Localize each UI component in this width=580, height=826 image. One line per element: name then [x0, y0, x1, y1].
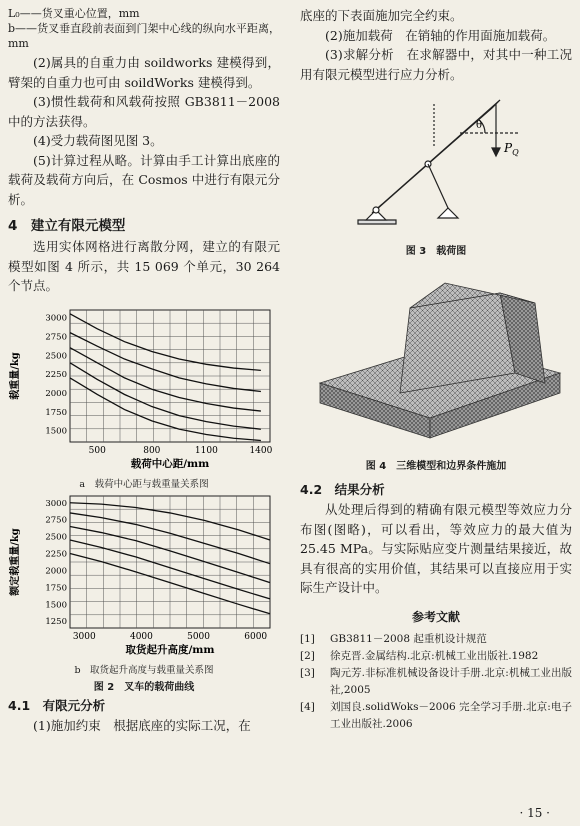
section-4-body: 选用实体网格进行离散分网，建立的有限元模型如图 4 所示，共 15 069 个单元，30 264 个节点。: [8, 239, 280, 293]
strut: [428, 164, 448, 208]
section-4-2-body: 从处理后得到的精确有限元模型等效应力分布图(图略)，可以看出，等效应力的最大值为 25.45 MPa。与实际贴应变片测量结果接近，故具有很高的实用价值，其结果可以直接应用于实际生产设计中。: [300, 502, 572, 595]
reference-number: [3]: [300, 666, 315, 679]
y-tick-label: 1750: [45, 582, 67, 593]
paragraph-3: (3)惯性载荷和风载荷按照 GB3811－2008 中的方法获得。: [8, 94, 280, 129]
references-list: [300, 631, 572, 733]
series-line: [70, 347, 261, 410]
paragraph-continued: 底座的下表面施加完全约束。: [300, 8, 463, 23]
reference-number: [4]: [300, 700, 315, 713]
y-tick-label: 1500: [45, 426, 67, 437]
left-column: [8, 6, 280, 735]
x-tick-label: 3000: [72, 631, 96, 642]
support-right: [438, 208, 458, 218]
x-tick-label: 1100: [194, 445, 218, 456]
reference-item: [300, 631, 572, 648]
y-tick-label: 3000: [45, 313, 67, 324]
x-tick-label: 4000: [129, 631, 153, 642]
figure-3: [300, 88, 572, 257]
load-diagram: [300, 88, 572, 238]
references-title: 参考文献: [411, 609, 460, 624]
series-line: [70, 377, 261, 440]
load-arrow-head: [492, 148, 500, 156]
figure-2: [8, 302, 280, 693]
section-4-2-title: 4.2 结果分析: [300, 482, 385, 497]
x-tick-label: 6000: [244, 631, 268, 642]
reference-item: [300, 648, 572, 665]
x-axis-label: 载荷中心距/mm: [130, 457, 210, 470]
y-tick-label: 1750: [45, 407, 67, 418]
paragraph-2: (2)属具的自重力由 soildworks 建模得到，臂架的自重力也可由 soildWorks 建模得到。: [8, 55, 280, 90]
reference-text: 刘国良.solidWoks－2006 完全学习手册.北京:电子工业出版社.2006: [330, 700, 572, 730]
y-tick-label: 2000: [45, 565, 67, 576]
definition-b: b——货叉垂直段前表面到门架中心线的纵向水平距离，mm: [8, 22, 280, 50]
section-4-1-title: 4.1 有限元分析: [8, 697, 106, 713]
y-tick-label: 2750: [45, 515, 67, 526]
series-line: [70, 332, 261, 391]
reference-number: [2]: [300, 649, 315, 662]
fem-model: [300, 263, 572, 453]
x-tick-label: 500: [88, 445, 106, 456]
section-4-title: 4 建立有限元模型: [8, 218, 126, 234]
x-tick-label: 800: [143, 445, 161, 456]
y-tick-label: 2250: [45, 369, 67, 380]
y-tick-label: 1500: [45, 599, 67, 610]
y-axis-label: 载重量/kg: [10, 351, 21, 400]
definition-l0: L₀——货叉重心位置，mm: [8, 7, 140, 20]
y-tick-label: 2750: [45, 331, 67, 342]
reference-text: GB3811－2008 起重机设计规范: [330, 632, 487, 645]
y-axis-label: 额定载重量/kg: [10, 527, 21, 596]
right-paragraph-2: (2)施加载荷 在销轴的作用面施加载荷。: [325, 27, 556, 43]
section-4-1-p1: (1)施加约束 根据底座的实际工况，在: [33, 717, 251, 733]
paragraph-4: (4)受力载荷图见图 3。: [33, 133, 163, 148]
y-tick-label: 3000: [45, 498, 67, 509]
x-tick-label: 5000: [187, 631, 211, 642]
figure-2-caption: 图 2 叉车的载荷曲线: [93, 681, 195, 693]
reference-number: [1]: [300, 632, 315, 645]
chart-b-caption: b 取货起升高度与载重量关系图: [74, 664, 214, 676]
page-number: · 15 ·: [519, 806, 550, 820]
paragraph-5: (5)计算过程从略。计算由手工计算出底座的载荷及载荷方向后，在 Cosmos 中进行有限元分析。: [8, 152, 280, 207]
pq-label: $P_Q$: [504, 141, 519, 157]
y-tick-label: 1250: [45, 616, 67, 627]
right-paragraph-3: (3)求解分析 在求解器中，对其中一种工况用有限元模型进行应力分析。: [300, 47, 572, 82]
chart-a: [8, 302, 280, 472]
y-tick-label: 2000: [45, 388, 67, 399]
figure-3-caption: 图 3 载荷图: [405, 246, 467, 257]
chart-a-caption: a 载荷中心距与载重量关系图: [79, 478, 209, 490]
x-tick-label: 1400: [249, 445, 273, 456]
figure-4-caption: 图 4 三维模型和边界条件施加: [365, 461, 507, 472]
reference-item: [300, 665, 572, 699]
y-tick-label: 2500: [45, 350, 67, 361]
pin-joint-base: [373, 207, 379, 213]
reference-text: 徐克晋.金属结构.北京:机械工业出版社.1982: [330, 649, 539, 662]
y-tick-label: 2500: [45, 532, 67, 543]
reference-item: [300, 699, 572, 733]
series-line: [70, 313, 261, 370]
chart-b: [8, 490, 280, 658]
reference-text: 陶元芳.非标准机械设备设计手册.北京:机械工业出版社,2005: [330, 666, 572, 696]
figure-4: [300, 263, 572, 472]
theta-label: θ: [476, 120, 483, 131]
right-column: [300, 6, 572, 733]
x-axis-label: 取货起升高度/mm: [125, 643, 215, 656]
y-tick-label: 2250: [45, 549, 67, 560]
